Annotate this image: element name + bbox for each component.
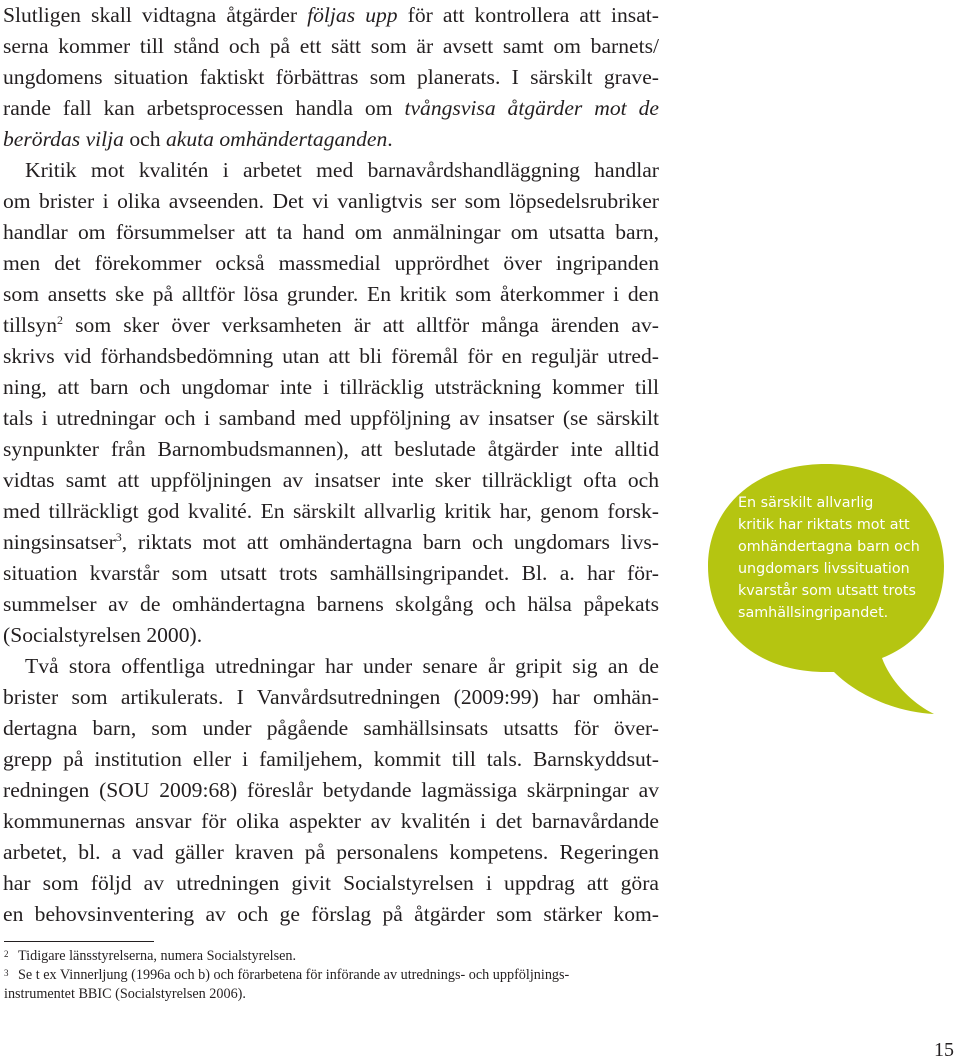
- pull-quote: [706, 462, 946, 718]
- text-line: handlar om försummelser att ta hand om anmälningar om utsatta barn,: [3, 220, 659, 244]
- text-line: om brister i olika avseenden. Det vi vanligtvis ser som löpsedelsrubriker: [3, 189, 659, 213]
- text-line: som ansetts ske på alltför lösa grunder. En kritik som återkommer i den: [3, 282, 659, 306]
- text-line: skrivs vid förhandsbedömning utan att bli föremål för en reguljär utred-: [3, 344, 659, 368]
- text-line: Kritik mot kvalitén i arbetet med barnavårdshandläggning handlar: [25, 158, 659, 182]
- text-line: ning, att barn och ungdomar inte i tillräcklig utsträckning kommer till: [3, 375, 659, 399]
- text-line: rande fall kan arbetsprocessen handla om tvångsvisa åtgärder mot de: [3, 96, 660, 120]
- text-line: med tillräckligt god kvalité. En särskilt allvarlig kritik har, genom forsk-: [3, 499, 659, 523]
- text-line: dertagna barn, som under pågående samhällsinsats utsatts för över-: [3, 716, 659, 740]
- text-line: grepp på institution eller i familjehem, kommit till tals. Barnskyddsut-: [3, 747, 659, 771]
- footnote-divider: [4, 941, 154, 942]
- text-line: redningen (SOU 2009:68) föreslår betydande lagmässiga skärpningar av: [3, 778, 659, 802]
- emphasis: akuta omhändertaganden: [165, 127, 388, 151]
- text-line: men det förekommer också massmedial upprördhet över ingripanden: [3, 251, 659, 275]
- text-line: ungdomens situation faktiskt förbättras som planerats. I särskilt grave-: [3, 65, 659, 89]
- text-line: summelser av de omhändertagna barnens skolgång och hälsa påpekats: [3, 592, 659, 616]
- footnote-text-continued: instrumentet BBIC (Socialstyrelsen 2006).: [4, 986, 246, 1002]
- text-line: serna kommer till stånd och på ett sätt som är avsett samt om barnets/: [3, 34, 659, 58]
- footnotes: [4, 947, 660, 1004]
- pull-quote-line: ungdomars livssituation: [738, 561, 910, 577]
- footnote: [4, 947, 660, 966]
- text-line: vidtas samt att uppföljningen av insatser inte sker tillräckligt ofta och: [3, 468, 659, 492]
- body-text: [3, 0, 659, 930]
- text-line: situation kvarstår som utsatt trots samhällsingripandet. Bl. a. har för-: [3, 561, 659, 585]
- text-line: har som följd av utredningen givit Socialstyrelsen i uppdrag att göra: [3, 871, 659, 895]
- text-line: synpunkter från Barnombudsmannen), att beslutade åtgärder inte alltid: [3, 437, 659, 461]
- text-line: brister som artikulerats. I Vanvårdsutredningen (2009:99) har omhän-: [3, 685, 659, 709]
- pull-quote-line: samhällsingripandet.: [738, 605, 889, 621]
- footnote-ref: 2: [57, 313, 63, 327]
- text-line: en behovsinventering av och ge förslag på åtgärder som stärker kom-: [3, 902, 659, 926]
- emphasis: berördas vilja: [3, 127, 124, 151]
- text-line: tals i utredningar och i samband med uppföljning av insatser (se särskilt: [3, 406, 659, 430]
- text-line: ningsinsatser$^3$, riktats mot att omhändertagna barn och ungdomars livs-: [3, 530, 659, 554]
- footnote-number: 3: [4, 968, 9, 978]
- page-number: 15: [934, 1039, 954, 1061]
- footnote-ref: 3: [115, 530, 122, 544]
- pull-quote-line: kvarstår som utsatt trots: [738, 583, 916, 599]
- text-line: arbetet, bl. a vad gäller kraven på personalens kompetens. Regeringen: [3, 840, 659, 864]
- emphasis: tvångsvisa åtgärder mot de: [404, 96, 660, 120]
- text-line: Slutligen skall vidtagna åtgärder följas upp för att kontrollera att insat-: [3, 3, 659, 27]
- pull-quote-line: En särskilt allvarlig: [738, 495, 874, 511]
- text-line: (Socialstyrelsen 2000).: [3, 623, 203, 647]
- text-line: tillsyn$^2$ som sker över verksamheten är att alltför många ärenden av-: [3, 313, 659, 337]
- text-line: berördas vilja och akuta omhändertaganden.: [3, 127, 393, 151]
- pull-quote-line: kritik har riktats mot att: [738, 517, 910, 533]
- text-line: Två stora offentliga utredningar har under senare år gripit sig an de: [25, 654, 659, 678]
- footnote-number: 2: [4, 949, 9, 959]
- text-line: kommunernas ansvar för olika aspekter av kvalitén i det barnavårdande: [3, 809, 659, 833]
- footnote-text: Se t ex Vinnerljung (1996a och b) och förarbetena för införande av utrednings- och uppföljnings-: [18, 967, 570, 983]
- pull-quote-line: omhändertagna barn och: [738, 539, 920, 555]
- emphasis: följas upp: [307, 3, 398, 27]
- footnote: [4, 966, 660, 985]
- footnote-text: Tidigare länsstyrelserna, numera Socialstyrelsen.: [18, 948, 297, 964]
- pull-quote-text: [738, 492, 938, 624]
